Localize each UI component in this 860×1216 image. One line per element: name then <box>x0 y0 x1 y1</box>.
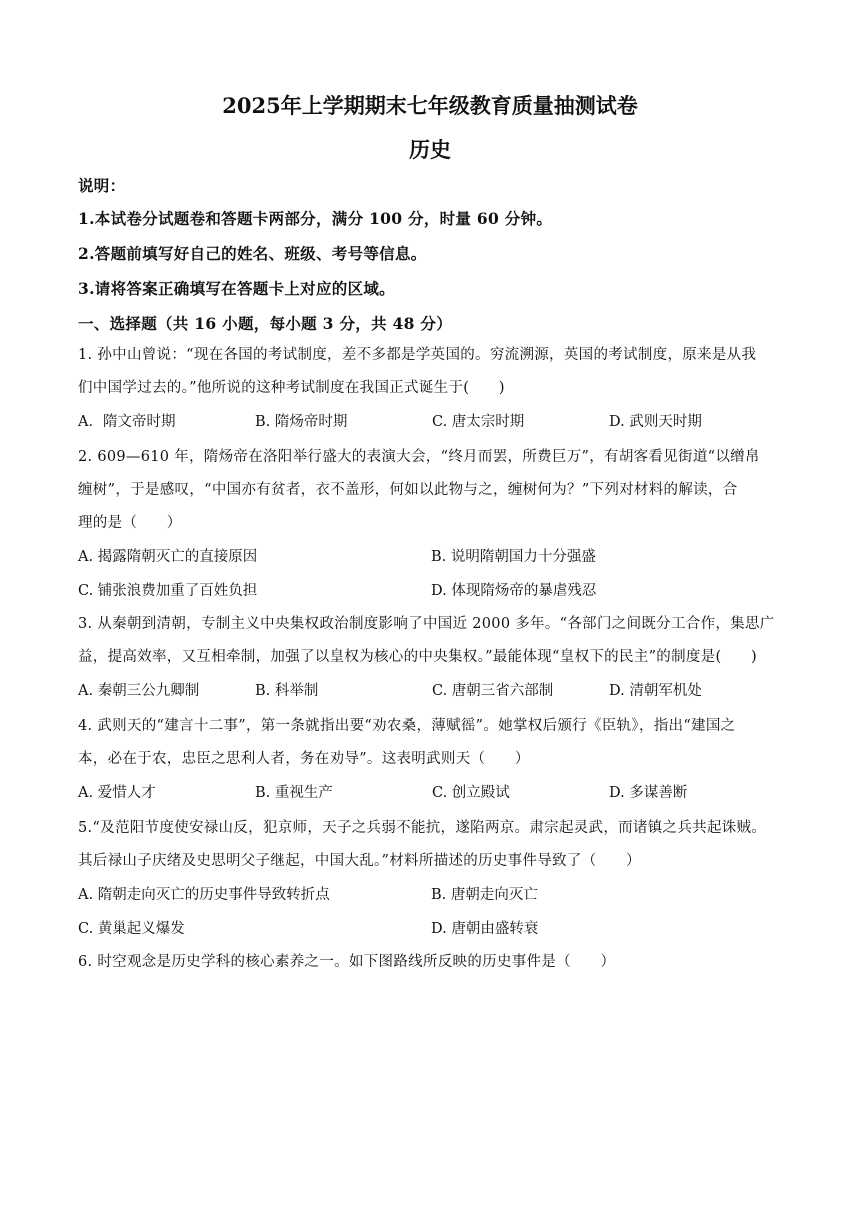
question-text: 其后禄山子庆绪及史思明父子继起，中国大乱。”材料所描述的历史事件导致了（ ） <box>78 853 641 869</box>
instruction-item: 3.请将答案正确填写在答题卡上对应的区域。 <box>78 279 395 298</box>
options <box>78 878 788 946</box>
options <box>78 776 788 810</box>
question-2 <box>78 441 788 608</box>
question-4 <box>78 710 788 810</box>
instruction-item: 1.本试卷分试题卷和答题卡两部分，满分 100 分，时量 60 分钟。 <box>78 209 553 228</box>
subject-title: 历史 <box>409 137 451 162</box>
option-a: A．隋文帝时期 <box>78 414 176 430</box>
question-text: 6. 时空观念是历史学科的核心素养之一。如下图路线所反映的历史事件是（ ） <box>78 954 616 970</box>
question-5 <box>78 812 788 946</box>
option-a: A. 爱惜人才 <box>78 785 156 801</box>
exam-content <box>78 174 788 979</box>
option-a: A. 揭露隋朝灭亡的直接原因 <box>78 549 258 565</box>
option-a: A. 隋朝走向灭亡的历史事件导致转折点 <box>78 887 330 903</box>
options <box>78 674 788 708</box>
question-text: 2. 609—610 年，隋炀帝在洛阳举行盛大的表演大会，“终月而罢，所费巨万”，有胡客看见街道“以缯帛 <box>78 449 760 465</box>
option-d: D. 多谋善断 <box>609 785 688 801</box>
instruction-item: 2.答题前填写好自己的姓名、班级、考号等信息。 <box>78 244 427 263</box>
question-3 <box>78 608 788 708</box>
exam-title: 2025年上学期期末七年级教育质量抽测试卷 <box>222 93 638 118</box>
option-b: B. 隋炀帝时期 <box>255 414 348 430</box>
option-c: C. 黄巢起义爆发 <box>78 921 185 937</box>
question-text: 4. 武则天的“建言十二事”，第一条就指出要“劝农桑，薄赋徭”。她掌权后颁行《臣轨》，指出“建国之 <box>78 718 736 734</box>
option-b: B. 科举制 <box>255 683 319 699</box>
question-6 <box>78 946 788 979</box>
options <box>78 540 788 608</box>
option-c: C. 唐朝三省六部制 <box>432 683 554 699</box>
option-c: C. 铺张浪费加重了百姓负担 <box>78 583 258 599</box>
option-d: D. 武则天时期 <box>609 414 702 430</box>
question-1 <box>78 339 788 439</box>
question-text: 5.“及范阳节度使安禄山反，犯京师，天子之兵弱不能抗，遂陷两京。肃宗起灵武，而诸镇之兵共起诛贼。 <box>78 820 767 836</box>
section-heading: 一、选择题（共 16 小题，每小题 3 分，共 48 分） <box>78 314 453 333</box>
instructions-heading: 说明： <box>78 176 126 195</box>
option-b: B. 唐朝走向灭亡 <box>431 887 538 903</box>
option-a: A. 秦朝三公九卿制 <box>78 683 200 699</box>
question-text: 益，提高效率，又互相牵制，加强了以皇权为核心的中央集权。”最能体现“皇权下的民主”的制度是( ) <box>78 649 757 665</box>
question-text: 理的是（ ） <box>78 515 182 531</box>
option-b: B. 说明隋朝国力十分强盛 <box>431 549 596 565</box>
option-d: D. 体现隋炀帝的暴虐残忍 <box>431 583 597 599</box>
option-c: C. 唐太宗时期 <box>432 414 525 430</box>
option-d: D. 清朝军机处 <box>609 683 702 699</box>
question-text: 缠树”，于是感叹，“中国亦有贫者，衣不盖形，何如以此物与之，缠树何为？”下列对材料的解读，合 <box>78 482 738 498</box>
question-text: 1. 孙中山曾说：“现在各国的考试制度，差不多都是学英国的。穷流溯源，英国的考试制度，原来是从我 <box>78 347 757 363</box>
question-text: 们中国学过去的。”他所说的这种考试制度在我国正式诞生于( ) <box>78 380 505 396</box>
option-c: C. 创立殿试 <box>432 785 510 801</box>
options <box>78 405 788 439</box>
question-text: 本，必在于农，忠臣之思利人者，务在劝导”。这表明武则天（ ） <box>78 751 530 767</box>
option-d: D. 唐朝由盛转衰 <box>431 921 539 937</box>
option-b: B. 重视生产 <box>255 785 333 801</box>
question-text: 3. 从秦朝到清朝，专制主义中央集权政治制度影响了中国近 2000 多年。“各部门之间既分工合作，集思广 <box>78 616 775 632</box>
